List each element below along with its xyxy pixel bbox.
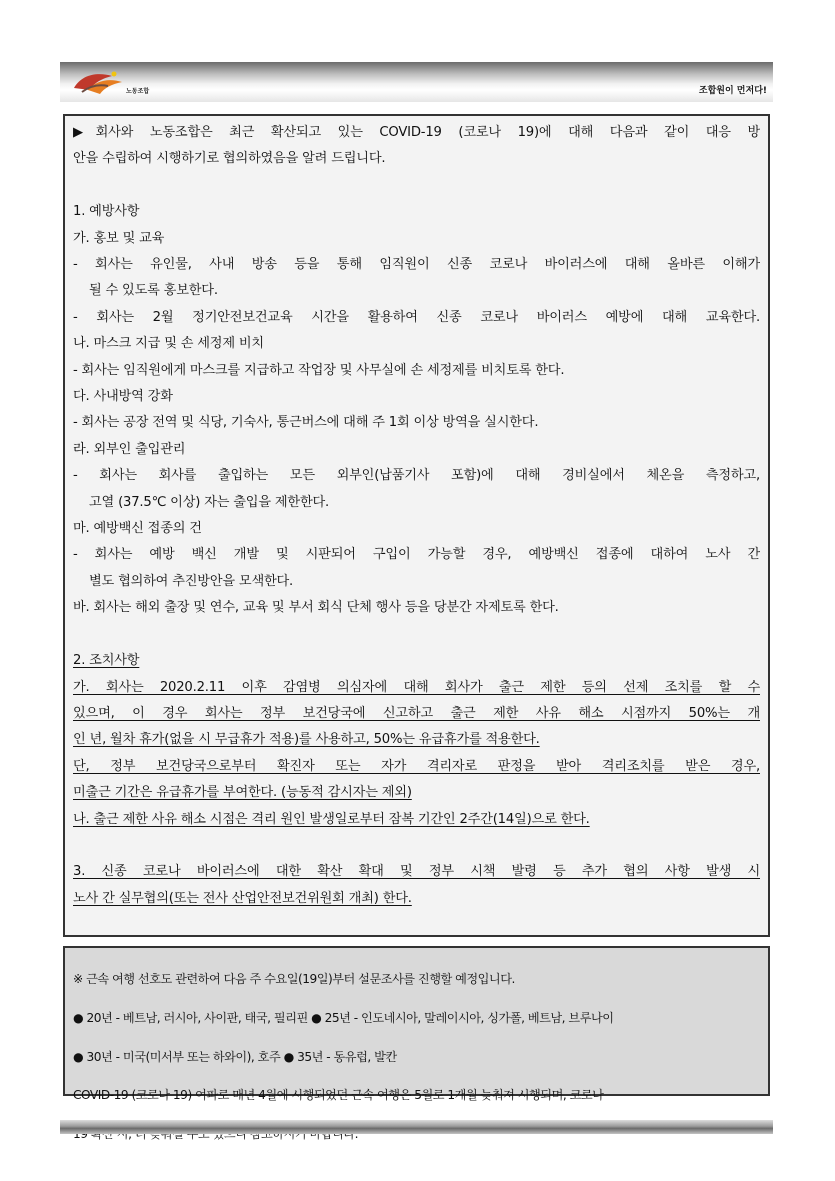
section3-line: 3. 신종 코로나 바이러스에 대한 확산 확대 및 정부 시책 발령 등 추가 협의 사항 발생 시 — [73, 864, 760, 880]
measure-line — [73, 727, 760, 753]
item-line: - 회사는 2월 정기안전보건교육 시간을 활용하여 신종 코로나 바이러스 예방에 대해 교육한다. — [73, 309, 760, 325]
measure-line: 있으며, 이 경우 회사는 정부 보건당국에 신고하고 출근 제한 사유 해소 시점까지 50%는 개 — [73, 705, 760, 721]
item-heading: 마. 예방백신 접종의 건 — [73, 521, 202, 537]
intro-line: ▶회사와 노동조합은 최근 확산되고 있는 COVID-19 (코로나 19)에 대해 다음과 같이 대응 방 — [73, 125, 760, 140]
logo-text: 노동조합 — [126, 88, 150, 95]
item-heading: 다. 사내방역 강화 — [73, 389, 173, 405]
section-title — [73, 648, 760, 674]
item-line: - 회사는 유인물, 사내 방송 등을 통해 임직원이 신종 코로나 바이러스에 대해 올바른 이해가 — [73, 257, 760, 273]
header-bar — [60, 62, 773, 102]
measure-line — [73, 807, 760, 833]
item-heading: 라. 외부인 출입관리 — [73, 441, 186, 457]
announcement-box — [63, 114, 770, 937]
notice-box — [63, 946, 770, 1103]
measure-line — [73, 780, 760, 806]
item-line: - 회사는 공장 전역 및 식당, 기숙사, 통근버스에 대해 주 1회 이상 방역을 실시한다. — [73, 415, 539, 431]
section3-line — [73, 886, 760, 912]
measure-text: 인 년, 월차 휴가(없을 시 무급휴가 적용)를 사용하고, 50%는 유급휴가를 적용한다. — [73, 732, 540, 748]
item-line: - 회사는 임직원에게 마스크를 지급하고 작업장 및 사무실에 손 세정제를 비치토록 한다. — [73, 362, 565, 378]
section-title-text: 2. 조치사항 — [73, 653, 140, 669]
notice-line: ※ 근속 여행 선호도 관련하여 다음 주 수요일(19일)부터 설문조사를 진행할 예정입니다. — [73, 972, 515, 987]
section3-text: 노사 간 실무협의(또는 전사 산업안전보건위원회 개최) 한다. — [73, 890, 412, 906]
notice-line: ● 30년 - 미국(미서부 또는 하와이), 호주 ● 35년 - 동유럽, 발칸 — [73, 1049, 397, 1064]
header-slogan: 조합원이 먼저다! — [698, 86, 767, 96]
item-line: 고열 (37.5℃ 이상) 자는 출입을 제한한다. — [89, 494, 330, 510]
section-title: 1. 예방사항 — [73, 204, 140, 220]
item-line: 될 수 있도록 홍보한다. — [89, 283, 218, 299]
measure-text: 미출근 기간은 유급휴가를 부여한다. (능동적 감시자는 제외) — [73, 785, 412, 801]
item-line: 별도 협의하여 추진방안을 모색한다. — [89, 573, 294, 589]
measure-line: 가. 회사는 2020.2.11 이후 감염병 의심자에 대해 회사가 출근 제한 등의 선제 조치를 할 수 — [73, 679, 760, 695]
measure-text: 나. 출근 제한 사유 해소 시점은 격리 원인 발생일로부터 잠복 기간인 2주간(14일)으로 한다. — [73, 811, 590, 827]
notice-line: COVID-19 (코로나 19) 여파로 매년 4월에 시행되었던 근속 여행은 5월로 1개월 늦춰져 시행되며, 코로나 — [73, 1088, 604, 1103]
item-line: - 회사는 예방 백신 개발 및 시판되어 구입이 가능할 경우, 예방백신 접종에 대하여 노사 간 — [73, 547, 760, 563]
item-heading: 나. 마스크 지급 및 손 세정제 비치 — [73, 336, 264, 352]
union-logo-icon — [68, 66, 128, 98]
item-heading: 가. 홍보 및 교육 — [73, 230, 165, 246]
measure-line: 단, 정부 보건당국으로부터 확진자 또는 자가 격리자로 판정을 받아 격리조치를 받은 경우, — [73, 758, 760, 774]
notice-line: ● 20년 - 베트남, 러시아, 사이판, 태국, 필리핀 ● 25년 - 인도네시아, 말레이시아, 싱가폴, 베트남, 브루나이 — [73, 1010, 614, 1025]
intro-line: 안을 수립하여 시행하기로 협의하였음을 알려 드립니다. — [73, 151, 386, 167]
footer-bar — [60, 1120, 773, 1134]
item-line: 바. 회사는 해외 출장 및 연수, 교육 및 부서 회식 단체 행사 등을 당분간 자제토록 한다. — [73, 600, 559, 616]
item-line: - 회사는 회사를 출입하는 모든 외부인(납품기사 포함)에 대해 경비실에서 체온을 측정하고, — [73, 468, 760, 484]
